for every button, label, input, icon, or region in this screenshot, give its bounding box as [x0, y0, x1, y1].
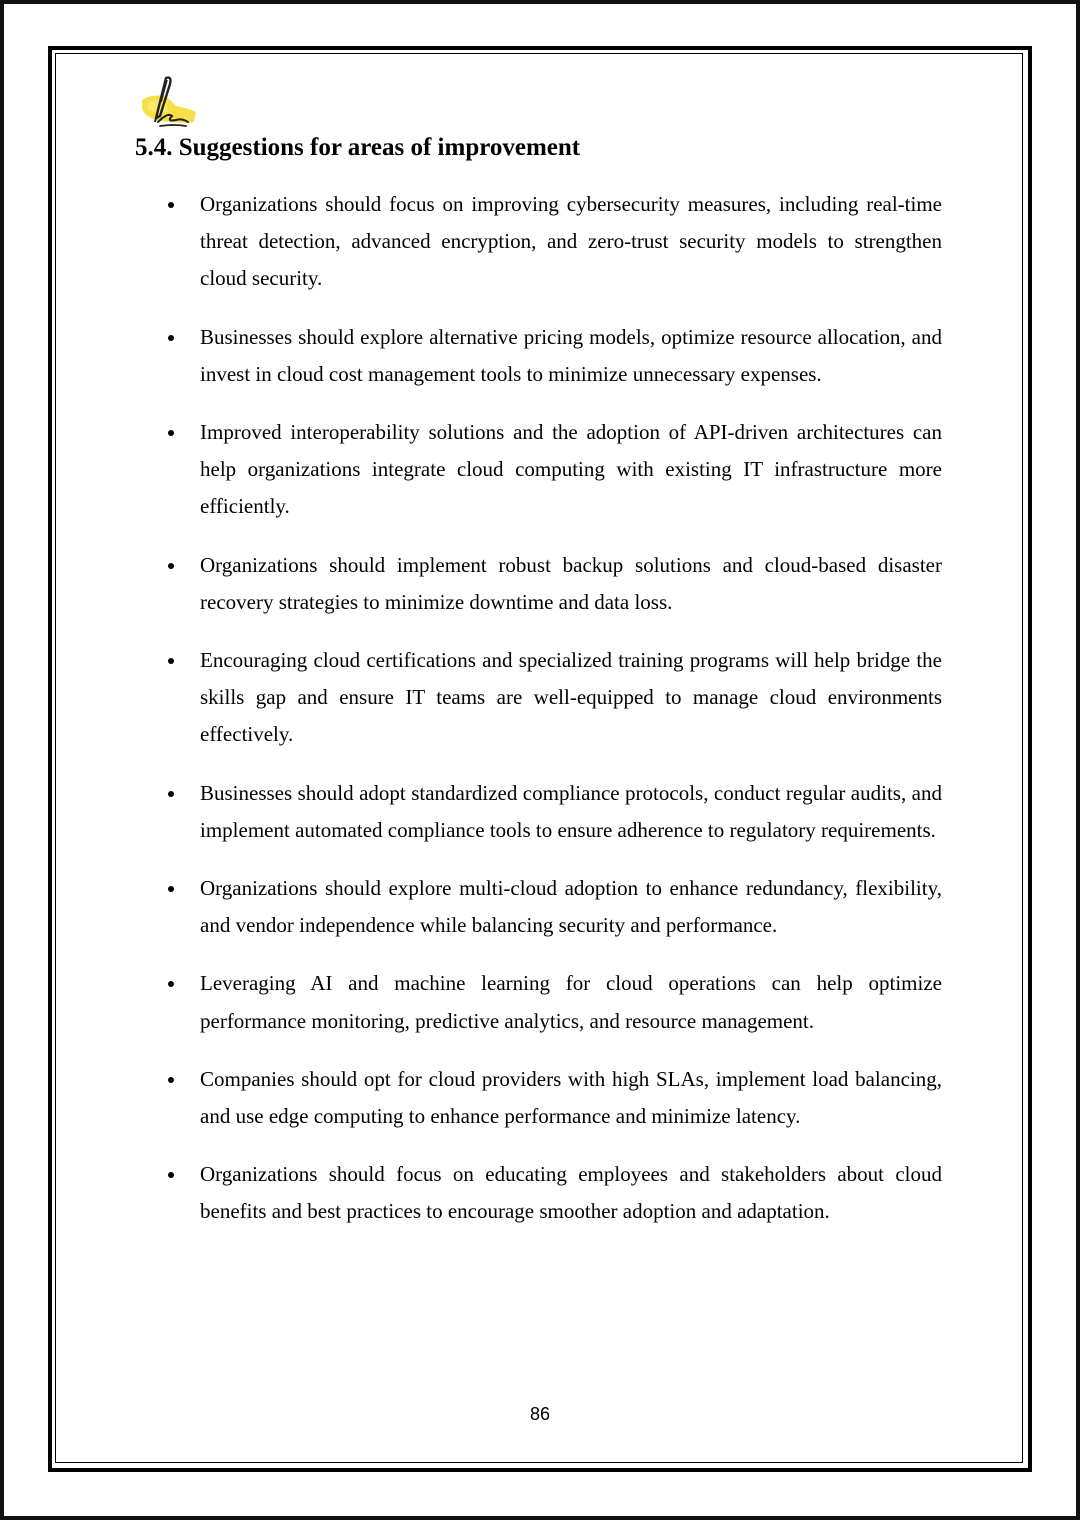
bullet-icon: [168, 791, 174, 797]
list-item-text: Organizations should implement robust backup solutions and cloud-based disaster recovery strategies to minimize downtime and data loss.: [200, 552, 942, 614]
list-item: [164, 1061, 942, 1135]
list-item-text: Organizations should focus on educating employees and stakeholders about cloud benefits and best practices to encourage smoother adoption and adaptation.: [200, 1162, 942, 1224]
bullet-icon: [168, 1077, 174, 1083]
list-item-text: Businesses should explore alternative pricing models, optimize resource allocation, and invest in cloud cost management tools to minimize unnecessary expenses.: [200, 324, 942, 386]
list-item: [164, 870, 942, 944]
bullet-icon: [168, 886, 174, 892]
list-item-text: Organizations should focus on improving cybersecurity measures, including real-time threat detection, advanced encryption, and zero-trust security models to strengthen cloud security.: [200, 192, 942, 291]
bullet-icon: [168, 563, 174, 569]
list-item-text: Organizations should explore multi-cloud adoption to enhance redundancy, flexibility, and vendor independence while balancing security and performance.: [200, 876, 942, 938]
list-item: [164, 775, 942, 849]
pen-writing-icon: [136, 72, 202, 132]
list-item-text: Companies should opt for cloud providers with high SLAs, implement load balancing, and use edge computing to enhance performance and minimize latency.: [200, 1066, 942, 1129]
list-item: [164, 1156, 942, 1230]
suggestions-list: [164, 186, 942, 1252]
list-item-text: Businesses should adopt standardized compliance protocols, conduct regular audits, and implement automated compliance tools to ensure adherence to regulatory requirements.: [200, 780, 942, 842]
page-number: 86: [529, 1404, 551, 1424]
section-heading: 5.4. Suggestions for areas of improvement: [135, 134, 581, 161]
list-item: [164, 547, 942, 621]
bullet-icon: [168, 430, 174, 436]
bullet-icon: [168, 335, 174, 341]
list-item-text: Leveraging AI and machine learning for cloud operations can help optimize performance monitoring, predictive analytics, and resource management.: [200, 971, 942, 1033]
bullet-icon: [168, 658, 174, 664]
list-item-text: Encouraging cloud certifications and specialized training programs will help bridge the skills gap and ensure IT teams are well-equipped to manage cloud environments effectively.: [200, 648, 942, 747]
list-item: [164, 186, 942, 298]
list-item: [164, 319, 942, 393]
bullet-icon: [168, 1172, 174, 1178]
bullet-icon: [168, 981, 174, 987]
list-item: [164, 965, 942, 1039]
list-item: [164, 414, 942, 526]
list-item-text: Improved interoperability solutions and the adoption of API-driven architectures can help organizations integrate cloud computing with existing IT infrastructure more efficiently.: [200, 420, 942, 519]
bullet-icon: [168, 202, 174, 208]
list-item: [164, 642, 942, 754]
